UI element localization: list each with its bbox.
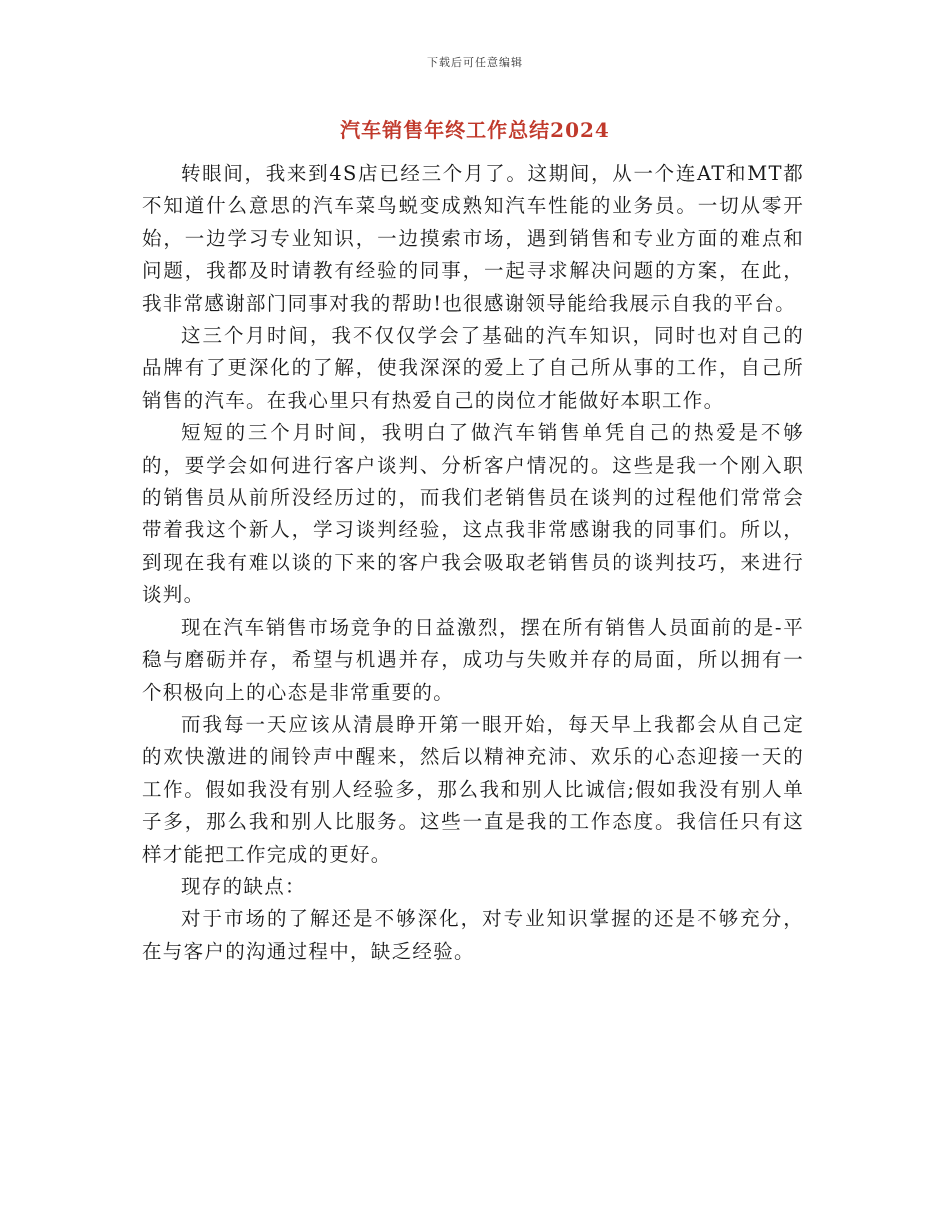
paragraph-1: 转眼间，我来到4S店已经三个月了。这期间，从一个连AT和MT都不知道什么意思的汽车菜鸟蜕变成熟知汽车性能的业务员。一切从零开始，一边学习专业知识，一边摸索市场，遇到销售和专业方面的难点和问题，我都及时请教有经验的同事，一起寻求解决问题的方案，在此，我非常感谢部门同事对我的帮助!也很感谢领导能给我展示自我的平台。: [142, 162, 804, 315]
paragraph-7: 对于市场的了解还是不够深化，对专业知识掌握的还是不够充分，在与客户的沟通过程中，缺乏经验。: [142, 907, 804, 963]
section-heading-shortcomings: 现存的缺点：: [181, 874, 306, 898]
paragraph-5: 而我每一天应该从清晨睁开第一眼开始，每天早上我都会从自己定的欢快激进的闹铃声中醒来，然后以精神充沛、欢乐的心态迎接一天的工作。假如我没有别人经验多，那么我和别人比诚信;假如我没有别人单子多，那么我和别人比服务。这些一直是我的工作态度。我信任只有这样才能把工作完成的更好。: [142, 712, 804, 866]
paragraph-3: 短短的三个月时间，我明白了做汽车销售单凭自己的热爱是不够的，要学会如何进行客户谈判、分析客户情况的。这些是我一个刚入职的销售员从前所没经历过的，而我们老销售员在谈判的过程他们常常会带着我这个新人，学习谈判经验，这点我非常感谢我的同事们。所以，到现在我有难以谈的下来的客户我会吸取老销售员的谈判技巧，来进行谈判。: [142, 421, 804, 607]
paragraph-2: 这三个月时间，我不仅仅学会了基础的汽车知识，同时也对自己的品牌有了更深化的了解，使我深深的爱上了自己所从事的工作，自己所销售的汽车。在我心里只有热爱自己的岗位才能做好本职工作。: [142, 324, 804, 412]
document-title: 汽车销售年终工作总结2024: [340, 118, 610, 142]
header-note: 下载后可任意编辑: [427, 56, 523, 69]
document-body: [142, 158, 804, 968]
paragraph-4: 现在汽车销售市场竞争的日益激烈，摆在所有销售人员面前的是-平稳与磨砺并存，希望与机遇并存，成功与失败并存的局面，所以拥有一个积极向上的心态是非常重要的。: [142, 615, 804, 704]
